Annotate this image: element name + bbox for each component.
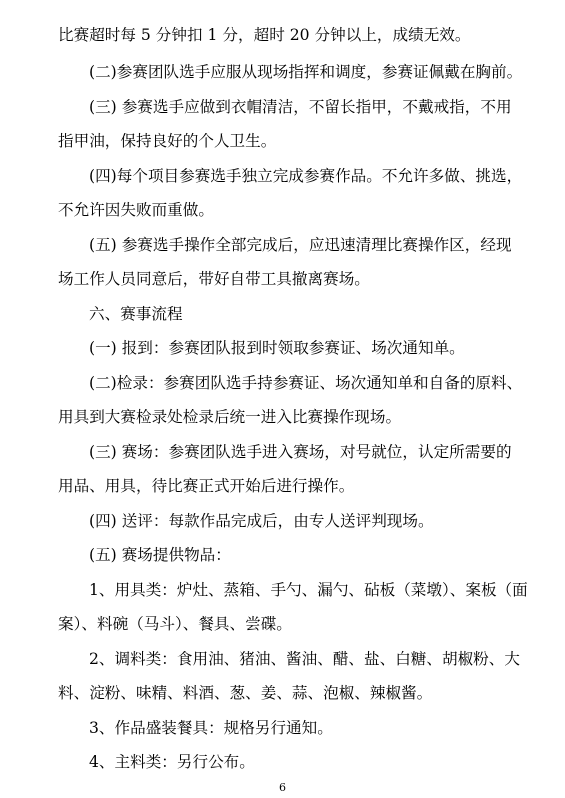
text-line: (三) 参赛选手应做到衣帽清洁，不留长指甲，不戴戒指，不用 [89,98,512,116]
text-line: 用品、用具，待比赛正式开始后进行操作。 [58,477,355,495]
text-line: 指甲油，保持良好的个人卫生。 [58,132,277,150]
text-line: (五) 参赛选手操作全部完成后，应迅速清理比赛操作区，经现 [89,236,512,254]
text-line: (二)参赛团队选手应服从现场指挥和调度，参赛证佩戴在胸前。 [89,63,523,81]
text-line: (四) 送评：每款作品完成后，由专人送评判现场。 [89,512,434,530]
text-line: 场工作人员同意后，带好自带工具撤离赛场。 [58,270,370,288]
text-line: 1、用具类：炉灶、蒸箱、手勺、漏勺、砧板（菜墩）、案板（面 [89,581,528,599]
text-line: 不允许因失败而重做。 [58,201,214,219]
text-line: 比赛超时每 5 分钟扣 1 分，超时 20 分钟以上，成绩无效。 [58,26,471,44]
text-line: 2、调料类：食用油、猪油、酱油、醋、盐、白糖、胡椒粉、大 [89,650,520,668]
text-line: 4、主料类：另行公布。 [89,753,255,771]
text-line: (四)每个项目参赛选手独立完成参赛作品。不允许多做、挑选， [89,167,523,185]
text-line: 3、作品盛装餐具：规格另行通知。 [89,719,333,737]
text-line: 用具到大赛检录处检录后统一进入比赛操作现场。 [58,408,402,426]
text-line: (一) 报到：参赛团队报到时领取参赛证、场次通知单。 [89,339,465,357]
text-line: (三) 赛场：参赛团队选手进入赛场，对号就位，认定所需要的 [89,443,512,461]
section-heading: 六、赛事流程 [89,305,183,323]
page-number: 6 [279,781,286,794]
text-line: (五) 赛场提供物品： [89,546,231,564]
text-line: (二)检录：参赛团队选手持参赛证、场次通知单和自备的原料、 [89,374,523,392]
text-line: 案）、料碗（马斗）、餐具、尝碟。 [58,615,292,633]
text-line: 料、淀粉、味精、料酒、葱、姜、蒜、泡椒、辣椒酱。 [58,684,433,702]
